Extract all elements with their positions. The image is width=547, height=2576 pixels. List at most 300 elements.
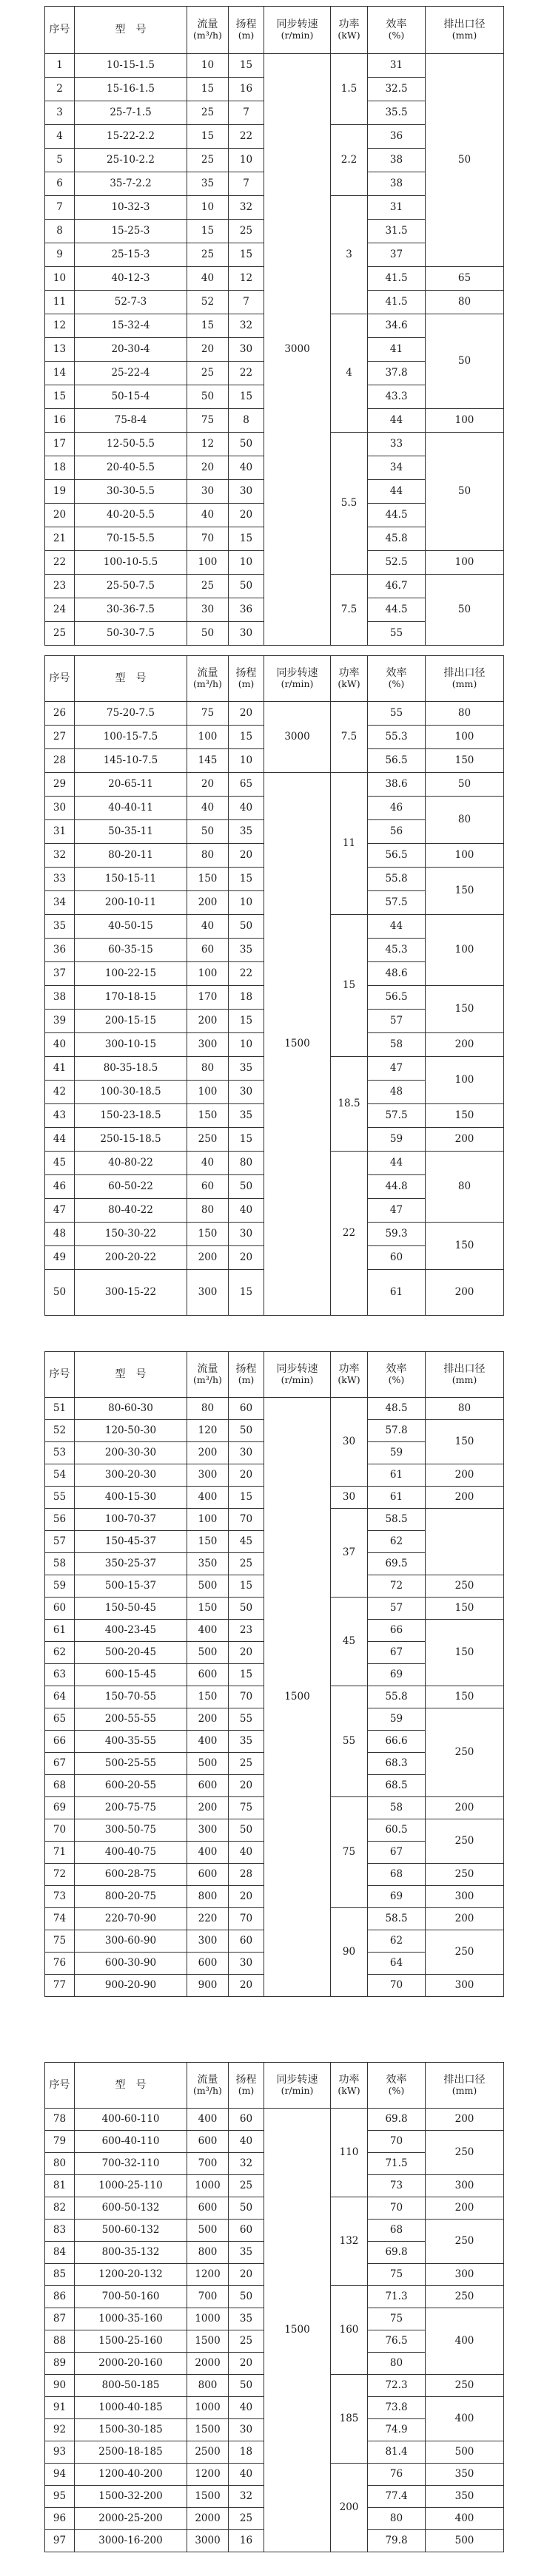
cell-flow: 800 <box>187 2242 229 2264</box>
cell-flow: 150 <box>187 1686 229 1708</box>
cell-seq: 26 <box>45 702 75 726</box>
cell-flow: 150 <box>187 1531 229 1553</box>
cell-seq: 29 <box>45 773 75 797</box>
cell-model: 40-40-11 <box>75 797 187 820</box>
cell-power: 4 <box>331 314 368 433</box>
cell-head: 50 <box>229 1175 264 1199</box>
header-outlet-unit: (mm) <box>452 30 477 41</box>
cell-efficiency: 55.8 <box>368 1686 426 1708</box>
cell-model: 500-20-45 <box>75 1642 187 1664</box>
cell-model: 300-15-22 <box>75 1270 187 1316</box>
cell-head: 32 <box>229 2153 264 2175</box>
cell-flow: 40 <box>187 1152 229 1175</box>
cell-outlet: 100 <box>426 1057 504 1104</box>
header-head-label: 扬程 <box>235 2074 257 2086</box>
cell-model: 60-35-15 <box>75 939 187 962</box>
header-power <box>331 7 368 54</box>
cell-seq: 25 <box>45 622 75 646</box>
cell-efficiency: 72.3 <box>368 2375 426 2397</box>
cell-seq: 41 <box>45 1057 75 1081</box>
header-seq-label: 序号 <box>49 2079 70 2092</box>
cell-seq: 30 <box>45 797 75 820</box>
cell-head: 15 <box>229 527 264 551</box>
cell-model: 300-20-30 <box>75 1464 187 1487</box>
cell-head: 20 <box>229 844 264 868</box>
header-head <box>229 656 264 702</box>
cell-efficiency: 47 <box>368 1199 426 1223</box>
cell-power: 11 <box>331 773 368 915</box>
cell-flow: 145 <box>187 749 229 773</box>
cell-efficiency: 70 <box>368 2197 426 2220</box>
header-outlet <box>426 2063 504 2109</box>
cell-flow: 200 <box>187 1246 229 1270</box>
cell-head: 30 <box>229 1442 264 1464</box>
cell-efficiency: 46.7 <box>368 575 426 598</box>
cell-seq: 34 <box>45 891 75 915</box>
cell-model: 500-25-55 <box>75 1753 187 1775</box>
cell-seq: 7 <box>45 196 75 220</box>
cell-seq: 23 <box>45 575 75 598</box>
cell-efficiency: 66 <box>368 1620 426 1642</box>
cell-model: 220-70-90 <box>75 1908 187 1930</box>
cell-seq: 74 <box>45 1908 75 1930</box>
cell-flow: 2000 <box>187 2353 229 2375</box>
cell-outlet: 200 <box>426 1487 504 1509</box>
cell-head: 35 <box>229 1057 264 1081</box>
cell-seq: 27 <box>45 726 75 749</box>
cell-outlet: 250 <box>426 1930 504 1975</box>
cell-efficiency: 57.5 <box>368 891 426 915</box>
cell-seq: 73 <box>45 1886 75 1908</box>
header-power-unit: (kW) <box>338 2085 360 2097</box>
cell-head: 10 <box>229 891 264 915</box>
cell-outlet: 500 <box>426 2441 504 2464</box>
cell-outlet: 200 <box>426 1128 504 1152</box>
cell-seq: 68 <box>45 1775 75 1797</box>
cell-power: 22 <box>331 1152 368 1316</box>
cell-model: 52-7-3 <box>75 291 187 314</box>
cell-efficiency: 44 <box>368 1152 426 1175</box>
cell-model: 80-60-30 <box>75 1398 187 1420</box>
cell-head: 22 <box>229 962 264 986</box>
cell-model: 700-32-110 <box>75 2153 187 2175</box>
cell-efficiency: 59.3 <box>368 1223 426 1246</box>
cell-head: 30 <box>229 2419 264 2441</box>
cell-flow: 1000 <box>187 2308 229 2330</box>
cell-flow: 52 <box>187 291 229 314</box>
cell-head: 55 <box>229 1708 264 1731</box>
cell-head: 25 <box>229 1753 264 1775</box>
cell-head: 25 <box>229 1553 264 1575</box>
cell-efficiency: 67 <box>368 1642 426 1664</box>
cell-seq: 89 <box>45 2353 75 2375</box>
cell-efficiency: 44.5 <box>368 504 426 527</box>
table-row <box>45 773 504 797</box>
cell-efficiency: 35.5 <box>368 101 426 125</box>
cell-efficiency: 34.6 <box>368 314 426 338</box>
cell-seq: 55 <box>45 1487 75 1509</box>
header-speed-label: 同步转速 <box>276 2074 318 2086</box>
cell-efficiency: 76 <box>368 2464 426 2486</box>
cell-power: 18.5 <box>331 1057 368 1152</box>
cell-model: 500-60-132 <box>75 2220 187 2242</box>
cell-flow: 220 <box>187 1908 229 1930</box>
cell-head: 20 <box>229 1775 264 1797</box>
header-speed-unit: (r/min) <box>281 1374 314 1386</box>
cell-head: 20 <box>229 1246 264 1270</box>
header-model <box>75 1352 187 1398</box>
cell-flow: 2000 <box>187 2508 229 2530</box>
cell-flow: 25 <box>187 362 229 385</box>
cell-efficiency: 38 <box>368 149 426 172</box>
cell-efficiency: 36 <box>368 125 426 149</box>
cell-seq: 57 <box>45 1531 75 1553</box>
cell-flow: 15 <box>187 220 229 243</box>
header-speed-label: 同步转速 <box>276 1363 318 1376</box>
cell-seq: 75 <box>45 1930 75 1953</box>
cell-model: 145-10-7.5 <box>75 749 187 773</box>
cell-outlet: 400 <box>426 2508 504 2530</box>
cell-head: 15 <box>229 54 264 78</box>
cell-head: 20 <box>229 1464 264 1487</box>
cell-model: 75-8-4 <box>75 409 187 433</box>
cell-head: 22 <box>229 125 264 149</box>
cell-outlet: 200 <box>426 1908 504 1930</box>
cell-head: 15 <box>229 868 264 891</box>
cell-seq: 54 <box>45 1464 75 1487</box>
cell-head: 40 <box>229 2131 264 2153</box>
cell-power: 110 <box>331 2109 368 2197</box>
cell-efficiency: 58 <box>368 1797 426 1819</box>
cell-flow: 500 <box>187 1642 229 1664</box>
header-head <box>229 7 264 54</box>
cell-head: 15 <box>229 385 264 409</box>
cell-seq: 15 <box>45 385 75 409</box>
cell-power: 45 <box>331 1598 368 1686</box>
cell-efficiency: 73.8 <box>368 2397 426 2419</box>
cell-outlet: 100 <box>426 726 504 749</box>
cell-seq: 70 <box>45 1819 75 1842</box>
cell-seq: 39 <box>45 1010 75 1033</box>
cell-seq: 46 <box>45 1175 75 1199</box>
cell-head: 15 <box>229 726 264 749</box>
header-power-label: 功率 <box>338 18 360 31</box>
header-outlet-unit: (mm) <box>452 2085 477 2097</box>
cell-flow: 1200 <box>187 2464 229 2486</box>
cell-model: 15-22-2.2 <box>75 125 187 149</box>
cell-flow: 100 <box>187 1081 229 1104</box>
cell-head: 40 <box>229 1842 264 1864</box>
cell-flow: 150 <box>187 1223 229 1246</box>
cell-efficiency: 76.5 <box>368 2330 426 2353</box>
cell-outlet: 100 <box>426 844 504 868</box>
cell-outlet: 350 <box>426 2464 504 2486</box>
cell-flow: 20 <box>187 773 229 797</box>
cell-model: 25-15-3 <box>75 243 187 267</box>
cell-seq: 58 <box>45 1553 75 1575</box>
cell-head: 10 <box>229 149 264 172</box>
cell-model: 10-15-1.5 <box>75 54 187 78</box>
cell-seq: 83 <box>45 2220 75 2242</box>
cell-model: 400-35-55 <box>75 1731 187 1753</box>
cell-efficiency: 69 <box>368 1664 426 1686</box>
cell-speed: 3000 <box>264 54 331 646</box>
header-speed <box>264 7 331 54</box>
cell-outlet: 150 <box>426 1686 504 1708</box>
cell-head: 35 <box>229 939 264 962</box>
header-outlet-label: 排出口径 <box>443 18 486 31</box>
cell-seq: 18 <box>45 456 75 480</box>
cell-head: 15 <box>229 1128 264 1152</box>
cell-seq: 90 <box>45 2375 75 2397</box>
cell-power: 75 <box>331 1797 368 1908</box>
cell-flow: 200 <box>187 1797 229 1819</box>
cell-model: 1000-35-160 <box>75 2308 187 2330</box>
cell-outlet: 250 <box>426 1708 504 1797</box>
cell-head: 22 <box>229 362 264 385</box>
spec-table-2 <box>44 655 504 1316</box>
cell-model: 50-35-11 <box>75 820 187 844</box>
cell-outlet: 400 <box>426 2308 504 2375</box>
cell-head: 25 <box>229 2330 264 2353</box>
header-efficiency <box>368 7 426 54</box>
cell-model: 1500-25-160 <box>75 2330 187 2353</box>
cell-seq: 37 <box>45 962 75 986</box>
cell-flow: 300 <box>187 1819 229 1842</box>
cell-flow: 400 <box>187 1487 229 1509</box>
cell-model: 12-50-5.5 <box>75 433 187 456</box>
cell-outlet: 500 <box>426 2530 504 2552</box>
cell-head: 40 <box>229 2464 264 2486</box>
cell-flow: 1500 <box>187 2486 229 2508</box>
cell-seq: 65 <box>45 1708 75 1731</box>
cell-efficiency: 38 <box>368 172 426 196</box>
cell-outlet: 50 <box>426 314 504 409</box>
cell-head: 30 <box>229 1953 264 1975</box>
cell-flow: 50 <box>187 385 229 409</box>
cell-head: 32 <box>229 2486 264 2508</box>
header-flow-unit: (m³/h) <box>193 678 222 690</box>
cell-efficiency: 55.3 <box>368 726 426 749</box>
cell-flow: 600 <box>187 2131 229 2153</box>
cell-outlet: 200 <box>426 1270 504 1316</box>
cell-seq: 35 <box>45 915 75 939</box>
header-head <box>229 2063 264 2109</box>
cell-efficiency: 75 <box>368 2308 426 2330</box>
header-efficiency <box>368 656 426 702</box>
header-head-unit: (m) <box>238 1374 255 1386</box>
cell-efficiency: 37 <box>368 243 426 267</box>
cell-efficiency: 66.6 <box>368 1731 426 1753</box>
cell-model: 100-10-5.5 <box>75 551 187 575</box>
cell-flow: 200 <box>187 891 229 915</box>
cell-efficiency: 45.8 <box>368 527 426 551</box>
cell-efficiency: 57 <box>368 1010 426 1033</box>
cell-flow: 500 <box>187 1753 229 1775</box>
cell-head: 10 <box>229 749 264 773</box>
header-flow <box>187 7 229 54</box>
header-model <box>75 7 187 54</box>
header-efficiency-unit: (%) <box>388 678 405 690</box>
cell-flow: 80 <box>187 1057 229 1081</box>
cell-outlet: 80 <box>426 797 504 844</box>
cell-speed: 3000 <box>264 702 331 773</box>
header-head <box>229 1352 264 1398</box>
cell-model: 170-18-15 <box>75 986 187 1010</box>
cell-flow: 80 <box>187 1398 229 1420</box>
cell-efficiency: 56.5 <box>368 844 426 868</box>
cell-seq: 52 <box>45 1420 75 1442</box>
header-speed <box>264 1352 331 1398</box>
cell-head: 7 <box>229 291 264 314</box>
cell-outlet: 150 <box>426 1104 504 1128</box>
cell-head: 50 <box>229 1598 264 1620</box>
cell-model: 600-30-90 <box>75 1953 187 1975</box>
header-model-label: 型 号 <box>115 24 147 36</box>
cell-outlet: 200 <box>426 1033 504 1057</box>
cell-flow: 700 <box>187 2153 229 2175</box>
cell-model: 50-15-4 <box>75 385 187 409</box>
cell-outlet: 50 <box>426 575 504 646</box>
cell-outlet: 100 <box>426 915 504 986</box>
cell-seq: 13 <box>45 338 75 362</box>
cell-efficiency: 81.4 <box>368 2441 426 2464</box>
cell-head: 15 <box>229 1664 264 1686</box>
cell-speed: 1500 <box>264 773 331 1316</box>
cell-efficiency: 70 <box>368 1975 426 1997</box>
cell-seq: 94 <box>45 2464 75 2486</box>
cell-model: 10-32-3 <box>75 196 187 220</box>
cell-head: 60 <box>229 1930 264 1953</box>
cell-efficiency: 44.8 <box>368 1175 426 1199</box>
cell-head: 30 <box>229 622 264 646</box>
cell-outlet: 250 <box>426 2375 504 2397</box>
cell-efficiency: 60.5 <box>368 1819 426 1842</box>
cell-efficiency: 68.5 <box>368 1775 426 1797</box>
cell-speed: 1500 <box>264 1398 331 1997</box>
cell-model: 20-65-11 <box>75 773 187 797</box>
cell-model: 150-45-37 <box>75 1531 187 1553</box>
cell-outlet: 150 <box>426 1620 504 1686</box>
cell-model: 40-50-15 <box>75 915 187 939</box>
cell-flow: 70 <box>187 527 229 551</box>
cell-efficiency: 61 <box>368 1464 426 1487</box>
cell-model: 600-15-45 <box>75 1664 187 1686</box>
cell-flow: 350 <box>187 1553 229 1575</box>
cell-outlet: 200 <box>426 1797 504 1819</box>
cell-head: 15 <box>229 1575 264 1598</box>
cell-head: 15 <box>229 243 264 267</box>
cell-flow: 150 <box>187 1598 229 1620</box>
cell-head: 40 <box>229 797 264 820</box>
header-outlet <box>426 1352 504 1398</box>
cell-flow: 250 <box>187 1128 229 1152</box>
cell-model: 1200-40-200 <box>75 2464 187 2486</box>
cell-head: 65 <box>229 773 264 797</box>
cell-seq: 47 <box>45 1199 75 1223</box>
cell-flow: 100 <box>187 962 229 986</box>
cell-model: 1500-32-200 <box>75 2486 187 2508</box>
header-flow-label: 流量 <box>197 18 218 31</box>
header-speed-label: 同步转速 <box>276 667 318 680</box>
cell-efficiency: 55 <box>368 702 426 726</box>
header-efficiency-label: 效率 <box>386 667 407 680</box>
cell-model: 900-20-90 <box>75 1975 187 1997</box>
cell-head: 45 <box>229 1531 264 1553</box>
header-speed-unit: (r/min) <box>281 2085 314 2097</box>
header-model-label: 型 号 <box>115 2079 147 2092</box>
cell-seq: 85 <box>45 2264 75 2286</box>
cell-flow: 400 <box>187 1842 229 1864</box>
cell-outlet: 80 <box>426 291 504 314</box>
cell-flow: 200 <box>187 1442 229 1464</box>
header-power <box>331 656 368 702</box>
cell-efficiency: 57 <box>368 1598 426 1620</box>
cell-flow: 60 <box>187 1175 229 1199</box>
table-row <box>45 1398 504 1420</box>
cell-head: 15 <box>229 1010 264 1033</box>
cell-model: 60-50-22 <box>75 1175 187 1199</box>
header-seq <box>45 2063 75 2109</box>
cell-model: 200-15-15 <box>75 1010 187 1033</box>
cell-model: 600-28-75 <box>75 1864 187 1886</box>
cell-seq: 2 <box>45 78 75 101</box>
cell-flow: 600 <box>187 1864 229 1886</box>
cell-efficiency: 68.3 <box>368 1753 426 1775</box>
cell-model: 20-40-5.5 <box>75 456 187 480</box>
cell-outlet: 100 <box>426 409 504 433</box>
cell-head: 35 <box>229 1731 264 1753</box>
cell-efficiency: 59 <box>368 1128 426 1152</box>
header-seq <box>45 656 75 702</box>
cell-flow: 800 <box>187 2375 229 2397</box>
cell-model: 40-12-3 <box>75 267 187 291</box>
cell-flow: 15 <box>187 125 229 149</box>
header-efficiency-label: 效率 <box>386 18 407 31</box>
cell-outlet: 150 <box>426 1598 504 1620</box>
cell-efficiency: 69.8 <box>368 2109 426 2131</box>
header-power-label: 功率 <box>338 2074 360 2086</box>
cell-head: 40 <box>229 456 264 480</box>
cell-head: 32 <box>229 314 264 338</box>
cell-model: 100-30-18.5 <box>75 1081 187 1104</box>
cell-flow: 50 <box>187 820 229 844</box>
cell-seq: 12 <box>45 314 75 338</box>
cell-head: 30 <box>229 480 264 504</box>
cell-head: 25 <box>229 220 264 243</box>
cell-efficiency: 62 <box>368 1531 426 1553</box>
cell-model: 300-50-75 <box>75 1819 187 1842</box>
cell-efficiency: 52.5 <box>368 551 426 575</box>
header-head-label: 扬程 <box>235 667 257 680</box>
cell-outlet: 150 <box>426 1420 504 1464</box>
cell-seq: 59 <box>45 1575 75 1598</box>
cell-seq: 14 <box>45 362 75 385</box>
header-efficiency-unit: (%) <box>388 30 405 41</box>
cell-seq: 6 <box>45 172 75 196</box>
cell-flow: 500 <box>187 1575 229 1598</box>
cell-head: 80 <box>229 1152 264 1175</box>
cell-model: 150-23-18.5 <box>75 1104 187 1128</box>
cell-seq: 86 <box>45 2286 75 2308</box>
table-row <box>45 54 504 78</box>
cell-model: 150-15-11 <box>75 868 187 891</box>
cell-seq: 62 <box>45 1642 75 1664</box>
cell-flow: 100 <box>187 1509 229 1531</box>
cell-head: 8 <box>229 409 264 433</box>
cell-efficiency: 33 <box>368 433 426 456</box>
cell-flow: 30 <box>187 598 229 622</box>
